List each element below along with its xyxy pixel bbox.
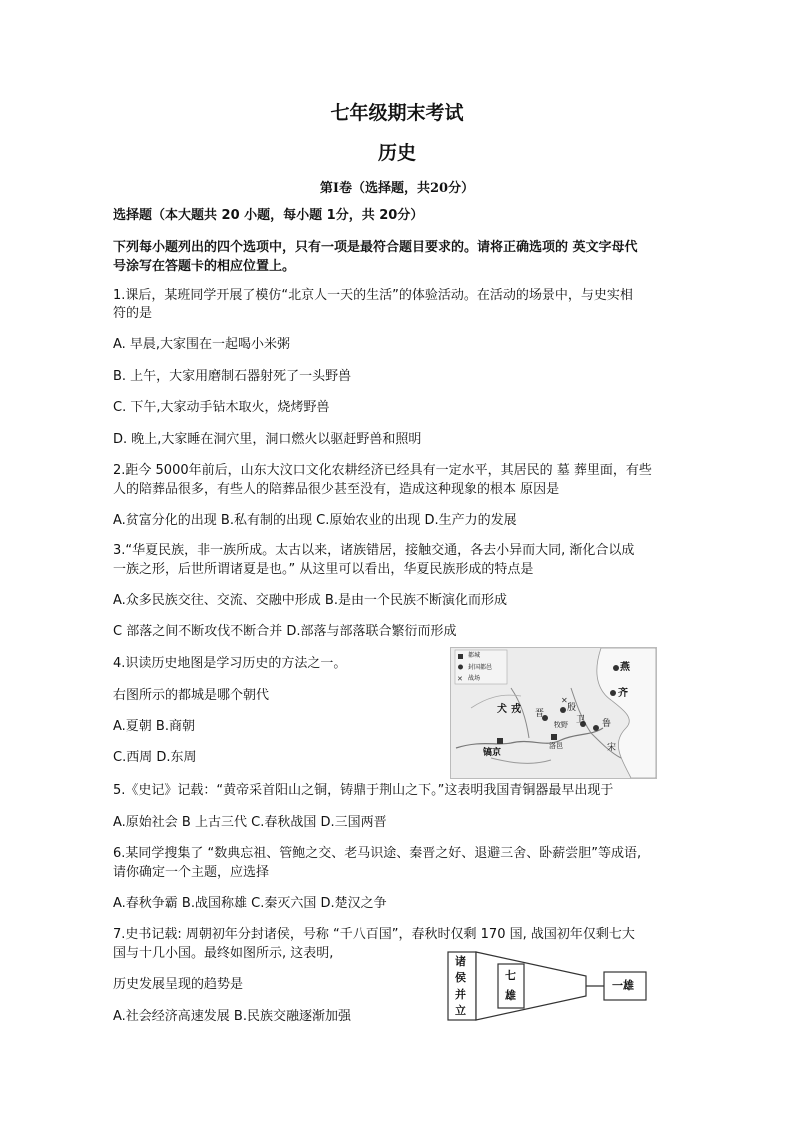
map-label-quanrong: 犬 bbox=[497, 704, 507, 715]
map-label-muye: 牧野 bbox=[554, 721, 568, 729]
question-7-stem: 7.史书记载: 周朝初年分封诸侯，号称 “千八百国”，春秋时仅剩 170 国, 战国初年仅剩七大 bbox=[113, 927, 635, 942]
question-1-option-c: C. 下午,大家动手钻木取火，烧烤野兽 bbox=[113, 400, 330, 415]
question-4-stem: 4.识读历史地图是学习历史的方法之一。 bbox=[113, 656, 347, 671]
question-2-stem: 2.距今 5000年前后，山东大汶口文化农耕经济已经具有一定水平，其居民的 墓 葬里面，有些 bbox=[113, 463, 652, 478]
question-1-option-d: D. 晚上,大家睡在洞穴里，洞口燃火以驱赶野兽和照明 bbox=[113, 432, 422, 447]
western-zhou-map bbox=[450, 647, 657, 779]
question-6-stem: 请你确定一个主题，应选择 bbox=[113, 865, 270, 880]
question-3-options-cd: C 部落之间不断攻伐不断合并 D.部落与部落联合繁衍而形成 bbox=[113, 624, 457, 639]
funnel-seven-char: 雄 bbox=[505, 989, 516, 1002]
question-5-stem: 5.《史记》记载：“黄帝采首阳山之铜，铸鼎于荆山之下。”这表明我国青铜器最早出现于 bbox=[113, 783, 614, 798]
map-label-luoyi: 洛邑 bbox=[549, 742, 563, 750]
funnel-char: 侯 bbox=[455, 971, 466, 984]
question-2-options: A.贫富分化的出现 B.私有制的出现 C.原始农业的出现 D.生产力的发展 bbox=[113, 513, 517, 528]
question-7-stem: 国与十几小国。最终如图所示, 这表明, bbox=[113, 946, 334, 961]
question-5-options: A.原始社会 B 上古三代 C.春秋战国 D.三国两晋 bbox=[113, 815, 387, 830]
map-label-song: 宋 bbox=[607, 743, 617, 753]
map-label-wey: 卫 bbox=[576, 715, 586, 725]
funnel-char: 诸 bbox=[455, 955, 466, 968]
question-3-options-ab: A.众多民族交往、交流、交融中形成 B.是由一个民族不断演化而形成 bbox=[113, 593, 507, 608]
map-label-haojing: 镐京 bbox=[483, 748, 502, 758]
question-3-stem: 3.“华夏民族，非一族所成。太古以来，诸族错居，接触交通，各去小异而大同, 渐化合以成 bbox=[113, 543, 635, 558]
question-2-stem: 人的陪葬品很多，有些人的陪葬品很少甚至没有，造成这种现象的根本 原因是 bbox=[113, 482, 560, 497]
question-7-stem: 历史发展呈现的趋势是 bbox=[113, 977, 244, 992]
question-4-stem: 右图所示的都城是哪个朝代 bbox=[113, 688, 270, 703]
question-6-options: A.春秋争霸 B.战国称雄 C.秦灭六国 D.楚汉之争 bbox=[113, 896, 387, 911]
instructions-line: 号涂写在答题卡的相应位置上。 bbox=[113, 259, 296, 274]
map-label-rong: 戎 bbox=[511, 704, 521, 715]
question-4-options-cd: C.西周 D.东周 bbox=[113, 750, 197, 765]
question-1-option-a: A. 早晨,大家围在一起喝小米粥 bbox=[113, 337, 291, 352]
question-1-option-b: B. 上午，大家用磨制石器射死了一头野兽 bbox=[113, 369, 352, 384]
svg-text:✕: ✕ bbox=[561, 696, 568, 705]
question-3-stem: 一族之形，后世所谓诸夏是也。” 从这里可以看出，华夏民族形成的特点是 bbox=[113, 562, 534, 577]
question-1-stem: 1.课后，某班同学开展了模仿“北京人一天的生活”的体验活动。在活动的场景中，与史实相 bbox=[113, 288, 633, 303]
instructions-line: 下列每小题列出的四个选项中，只有一项是最符合题目要求的。请将正确选项的 英文字母代 bbox=[113, 240, 638, 255]
legend-battlefield: 战场 bbox=[468, 675, 481, 682]
map-label-lu: 鲁 bbox=[602, 719, 612, 729]
svg-text:✕: ✕ bbox=[457, 675, 463, 683]
unification-funnel-diagram bbox=[446, 950, 652, 1022]
subject-title: 历史 bbox=[377, 142, 416, 164]
question-1-stem: 符的是 bbox=[113, 306, 153, 321]
question-6-stem: 6.某同学搜集了 “数典忘祖、管鲍之交、老马识途、秦晋之好、退避三舍、卧薪尝胆”等成语, bbox=[113, 846, 642, 861]
legend-capital: 都城 bbox=[468, 652, 481, 659]
instructions-heading: 选择题（本大题共 20 小题，每小题 1分，共 20分） bbox=[113, 208, 424, 223]
map-label-qi: 齐 bbox=[618, 688, 628, 699]
section-title: 第Ⅰ卷（选择题，共20分） bbox=[319, 181, 475, 196]
question-7-options-ab: A.社会经济高速发展 B.民族交融逐渐加强 bbox=[113, 1009, 351, 1024]
exam-title: 七年级期末考试 bbox=[330, 102, 464, 124]
legend-fief-capital: 封国都邑 bbox=[468, 664, 493, 671]
funnel-seven-char: 七 bbox=[505, 969, 516, 982]
map-label-yan: 燕 bbox=[620, 662, 630, 673]
question-4-options-ab: A.夏朝 B.商朝 bbox=[113, 719, 195, 734]
funnel-char: 并 bbox=[455, 988, 466, 1001]
funnel-char: 立 bbox=[455, 1004, 466, 1017]
map-label-jin: 晋 bbox=[535, 709, 545, 719]
funnel-end-label: 一雄 bbox=[612, 979, 634, 992]
map-label-yin: 殷 bbox=[567, 703, 577, 713]
